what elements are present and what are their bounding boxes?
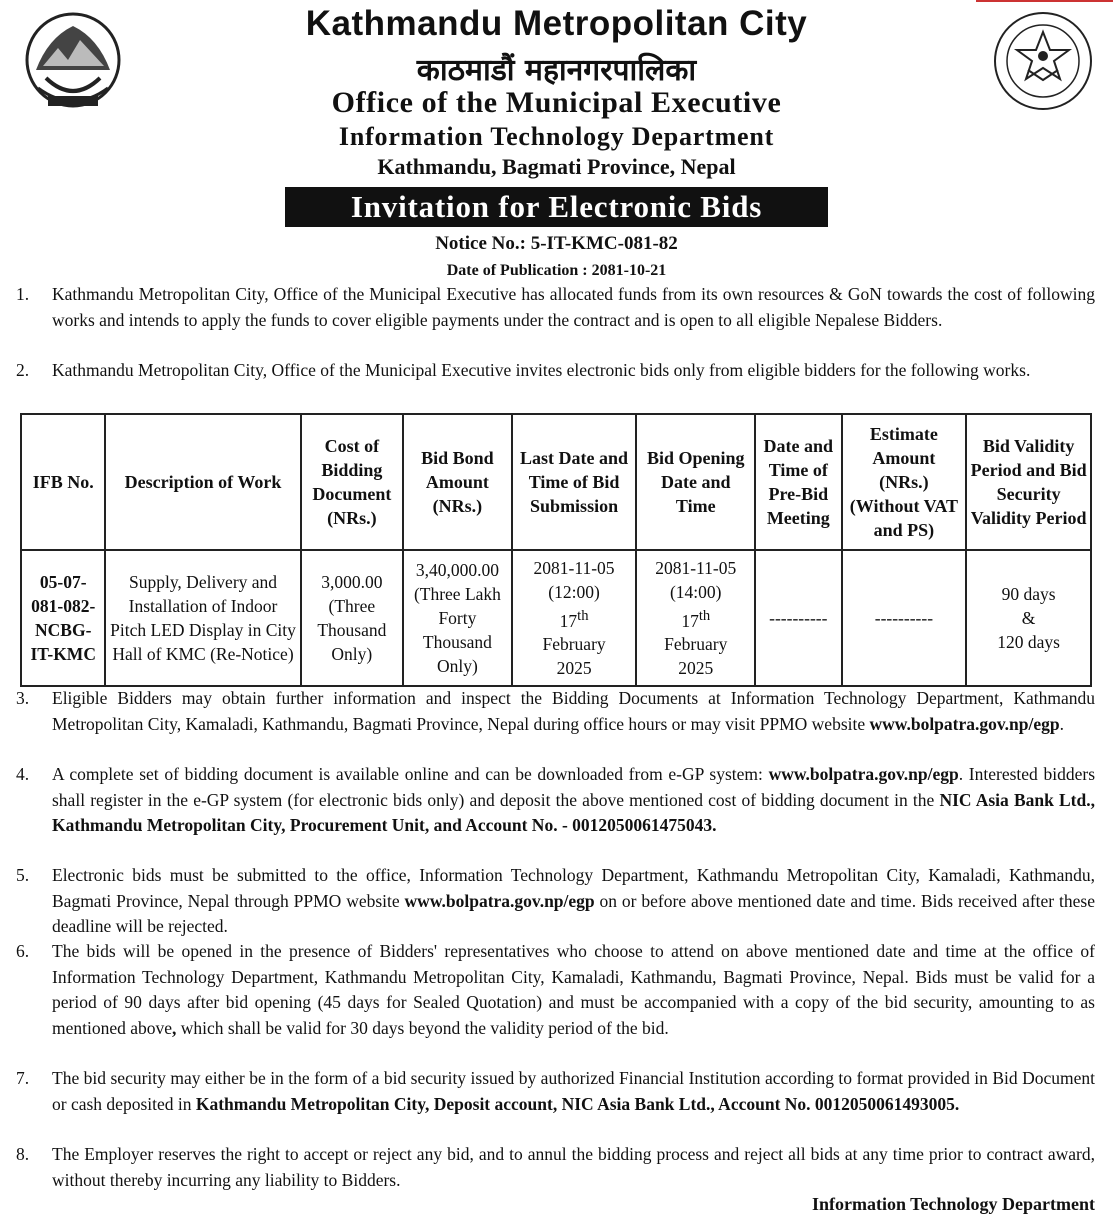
paragraph-number: 8. [16,1144,30,1164]
paragraph-text: . Interested bidders shall register in the e-GP system (for electronic bids only) and deposit the above mentioned cost of bidding document in the [52,764,1095,810]
paragraph-3 [16,686,1095,737]
website-link[interactable]: www.bolpatra.gov.np/egp [768,764,959,784]
website-link[interactable]: www.bolpatra.gov.np/egp [404,890,595,911]
submission-year: 2025 [556,658,592,679]
table-header: Bid Opening Date and Time [636,414,755,550]
department-title: Information Technology Department [338,122,775,151]
opening-time: (14:00) [669,581,722,602]
website-link[interactable]: www.bolpatra.gov.np/egp [869,713,1060,734]
publication-value: 2081-10-21 [591,262,667,279]
paragraph-7 [16,1066,1095,1117]
paragraph-text: The Employer reserves the right to accept or reject any bid, and to annul the bidding process and reject all bids at any time prior to contract award, without thereby incurring any liability to Bidders. [52,1144,1095,1190]
pre-bid-meeting: ---------- [755,550,841,686]
paragraph-number: 7. [16,1068,30,1088]
paragraph-6 [16,939,1095,1041]
bid-opening [636,550,755,686]
estimate-amount: ---------- [842,550,967,686]
paragraph-text: The bids will be opened in the presence of Bidders' representatives who choose to attend on above mentioned date and time at the office of Information Technology Department, Kathmandu Metropolitan City, Kamaladi, Kathmandu, Bagmati Province, Nepal. Bids must be valid for a period of 90 days after bid opening (45 days for Sealed Quotation) and must be accompanied with a copy of the bid security, amounting to as mentioned above [52,941,1095,1038]
publication-label: Date of Publication : [446,262,588,279]
submission-date: 2081-11-05 [533,557,615,578]
paragraph-text: Electronic bids must be submitted to the office, Information Technology Department, Kathmandu Metropolitan City, Kamaladi, Kathmandu, Bagmati Province, Nepal through PPMO website [52,865,1095,911]
validity-separator: & [1021,608,1036,628]
paragraph-4 [16,762,1095,839]
submission-month: February [542,634,606,655]
bidding-document-cost: 3,000.00 (Three Thousand Only) [301,550,404,686]
table-row [21,550,1091,686]
bid-table [20,413,1092,687]
opening-day: 17th [681,607,711,631]
opening-year: 2025 [678,658,714,679]
table-header: Last Date and Time of Bid Submission [512,414,637,550]
paragraph-8 [16,1142,1095,1193]
table-header: Cost of Bidding Document (NRs.) [301,414,404,550]
paragraph-text: The bid security may either be in the form of a bid security issued by authorized Financial Institution according to format provided in Bid Document or cash deposited in [52,1068,1095,1114]
paragraph-number: 6. [16,941,30,961]
paragraph-text: Kathmandu Metropolitan City, Office of the Municipal Executive invites electronic bids only from eligible bidders for the following works. [52,360,1031,380]
table-header: Bid Bond Amount (NRs.) [403,414,512,550]
table-header: Date and Time of Pre-Bid Meeting [755,414,841,550]
deposit-account: Kathmandu Metropolitan City, Deposit account, NIC Asia Bank Ltd., Account No. 0012050061493005. [195,1093,960,1114]
validity-period [966,550,1091,686]
paragraph-text: A complete set of bidding document is available online and can be downloaded from e-GP system: [52,764,769,784]
paragraph-number: 1. [16,284,30,304]
notice-label: Notice No.: [435,233,526,254]
paragraph-text: Eligible Bidders may obtain further information and inspect the Bidding Documents at Information Technology Department, Kathmandu Metropolitan City, Kamaladi, Kathmandu, Bagmati Province, Nepal during office hours or may visit PPMO website [52,688,1095,734]
signature-department: Information Technology Department [812,1194,1095,1214]
submission-day: 17th [559,607,589,631]
org-title-nepali: काठमाडौं महानगरपालिका [416,53,697,88]
notice-value: 5-IT-KMC-081-82 [530,233,678,254]
bid-validity: 90 days [1001,584,1056,604]
paragraph-number: 3. [16,688,30,708]
paragraph-text: on or before above mentioned date and time. Bids received after these deadline will be rejected. [52,890,1095,936]
paragraph-text: which shall be valid for 30 days beyond the validity period of the bid. [176,1017,669,1038]
paragraph-number: 5. [16,865,30,885]
table-header: IFB No. [21,414,105,550]
publication-date [0,262,1113,280]
table-header-row [21,414,1091,550]
org-title: Kathmandu Metropolitan City [305,4,808,43]
bid-bond-amount: 3,40,000.00 (Three Lakh Forty Thousand Only) [403,550,512,686]
corner-mark [976,0,1113,2]
submission-time: (12:00) [548,581,600,602]
notice-number [0,233,1113,255]
paragraph-end: . [1059,713,1064,734]
ifb-number: 05-07-081-082-NCBG-IT-KMC [21,550,105,686]
comma: , [172,1017,177,1038]
security-validity: 120 days [997,632,1060,652]
opening-date: 2081-11-05 [655,557,737,578]
table-header: Estimate Amount (NRs.) (Without VAT and PS) [842,414,967,550]
paragraph-2 [16,358,1095,384]
bank-account: NIC Asia Bank Ltd., Kathmandu Metropolitan City, Procurement Unit, and Account No. - 0012050061475043. [52,789,1095,835]
paragraph-text: Kathmandu Metropolitan City, Office of the Municipal Executive has allocated funds from its own resources & GoN towards the cost of following works and intends to apply the funds to cover eligible payments under the contract and is open to all eligible Nepalese Bidders. [52,284,1095,330]
submission-deadline [512,550,637,686]
address: Kathmandu, Bagmati Province, Nepal [377,154,736,179]
paragraph-number: 4. [16,764,30,784]
paragraph-1 [16,282,1095,333]
work-description: Supply, Delivery and Installation of Indoor Pitch LED Display in City Hall of KMC (Re-Notice) [105,550,300,686]
invitation-banner: Invitation for Electronic Bids [285,187,828,227]
table-header: Bid Validity Period and Bid Security Validity Period [966,414,1091,550]
paragraph-number: 2. [16,360,30,380]
opening-month: February [664,634,728,655]
paragraph-5 [16,863,1095,940]
office-title: Office of the Municipal Executive [331,86,782,119]
table-header: Description of Work [105,414,300,550]
